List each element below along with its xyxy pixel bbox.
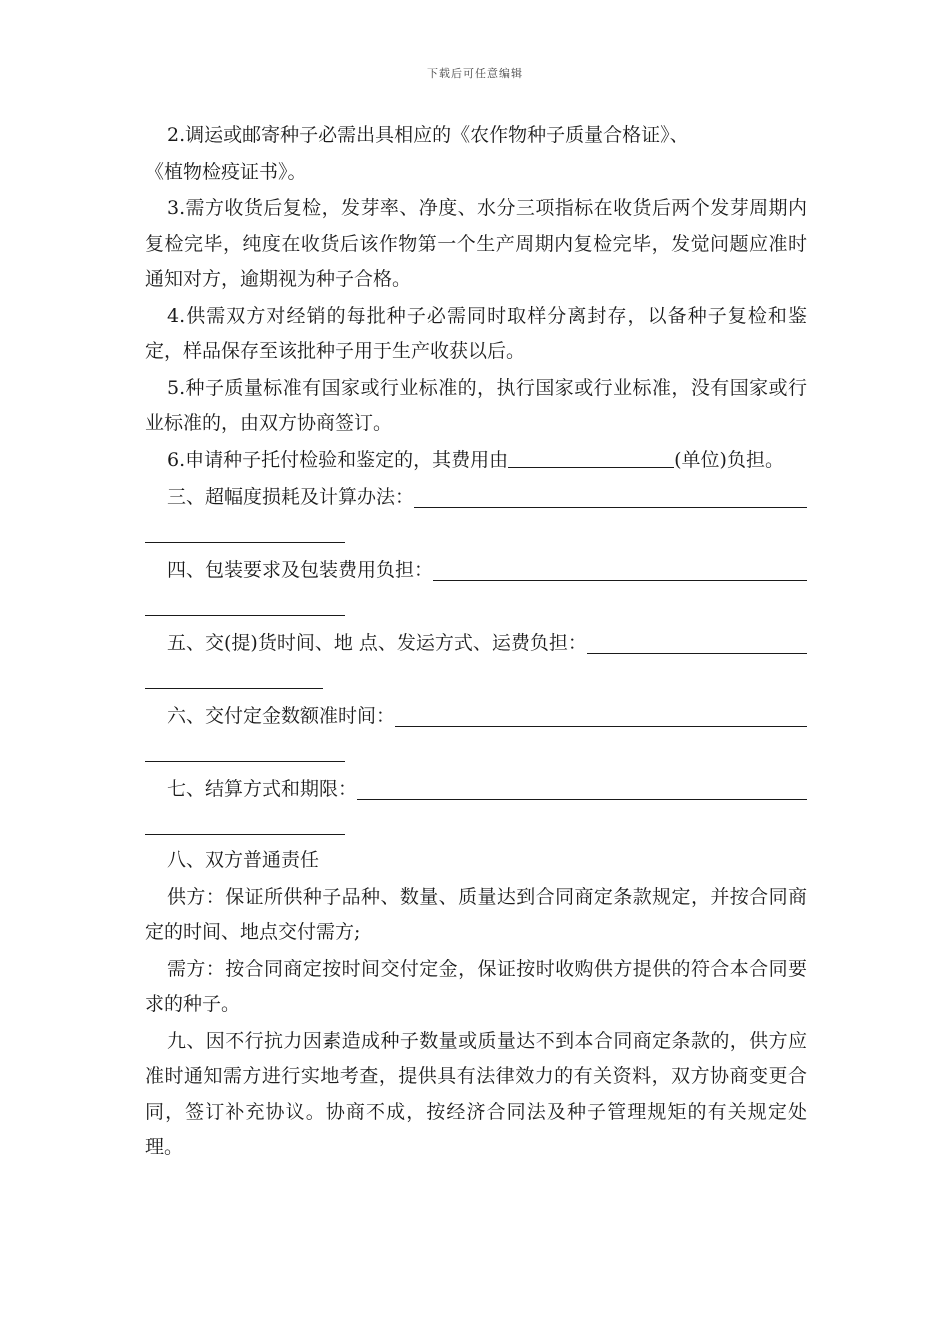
clause-2-line-2: 《植物检疫证书》。 xyxy=(145,160,307,183)
section-5-label: 五、交(提)货时间、地 点、发运方式、运费负担： xyxy=(167,631,587,654)
section-7-tail xyxy=(145,807,807,843)
page-header-note: 下载后可任意编辑 xyxy=(427,67,523,80)
clause-4: 4.供需双方对经销的每批种子必需同时取样分离封存，以备种子复检和鉴定，样品保存至该批种子用于生产收获以后。 xyxy=(145,304,807,362)
section-7-tail-blank xyxy=(145,834,345,835)
section-4-blank xyxy=(433,554,807,581)
section-3-tail xyxy=(145,515,807,551)
section-5-row xyxy=(145,625,807,661)
section-5-blank xyxy=(587,627,807,654)
section-6-tail-blank xyxy=(145,761,345,762)
section-4-tail-blank xyxy=(145,615,345,616)
clause-3: 3.需方收货后复检，发芽率、净度、水分三项指标在收货后两个发芽周期内复检完毕，纯度在收货后该作物第一个生产周期内复检完毕，发觉问题应准时通知对方，逾期视为种子合格。 xyxy=(145,197,807,290)
section-7-blank xyxy=(357,773,807,800)
section-8-heading: 八、双方普通责任 xyxy=(167,849,320,871)
section-7-row xyxy=(145,771,807,807)
section-3-label: 三、超幅度损耗及计算办法： xyxy=(167,485,415,508)
clause-5: 5.种子质量标准有国家或行业标准的，执行国家或行业标准，没有国家或行业标准的，由双方协商签订。 xyxy=(145,376,807,434)
section-3-blank xyxy=(414,481,807,508)
section-8-supplier: 供方：保证所供种子品种、数量、质量达到合同商定条款规定，并按合同商定的时间、地点交付需方; xyxy=(145,885,807,943)
section-7-label: 七、结算方式和期限： xyxy=(167,777,358,800)
section-9: 九、因不行抗力因素造成种子数量或质量达不到本合同商定条款的，供方应准时通知需方进行实地考查，提供具有法律效力的有关资料，双方协商变更合同，签订补充协议。协商不成，按经济合同法及种子管理规矩的有关规定处理。 xyxy=(145,1029,807,1158)
section-3-row xyxy=(145,479,807,515)
section-8-buyer: 需方：按合同商定按时间交付定金，保证按时收购供方提供的符合本合同要求的种子。 xyxy=(145,957,807,1015)
section-6-tail xyxy=(145,734,807,770)
clause-6-text-before: 6.申请种子托付检验和鉴定的，其费用由 xyxy=(167,448,509,471)
section-6-label: 六、交付定金数额准时间： xyxy=(167,704,396,727)
section-4-label: 四、包装要求及包装费用负担： xyxy=(167,558,434,581)
clause-6 xyxy=(145,443,807,479)
section-5-tail xyxy=(145,661,807,697)
section-4-tail xyxy=(145,588,807,624)
document-body xyxy=(145,118,807,1167)
clause-6-blank xyxy=(508,447,674,468)
clause-6-text-after: (单位)负担。 xyxy=(674,448,784,471)
section-6-blank xyxy=(395,700,807,727)
clause-2-line-1: 2.调运或邮寄种子必需出具相应的《农作物种子质量合格证》、 xyxy=(167,124,689,146)
section-4-row xyxy=(145,552,807,588)
section-6-row xyxy=(145,698,807,734)
section-5-tail-blank xyxy=(145,688,323,689)
section-3-tail-blank xyxy=(145,542,345,543)
